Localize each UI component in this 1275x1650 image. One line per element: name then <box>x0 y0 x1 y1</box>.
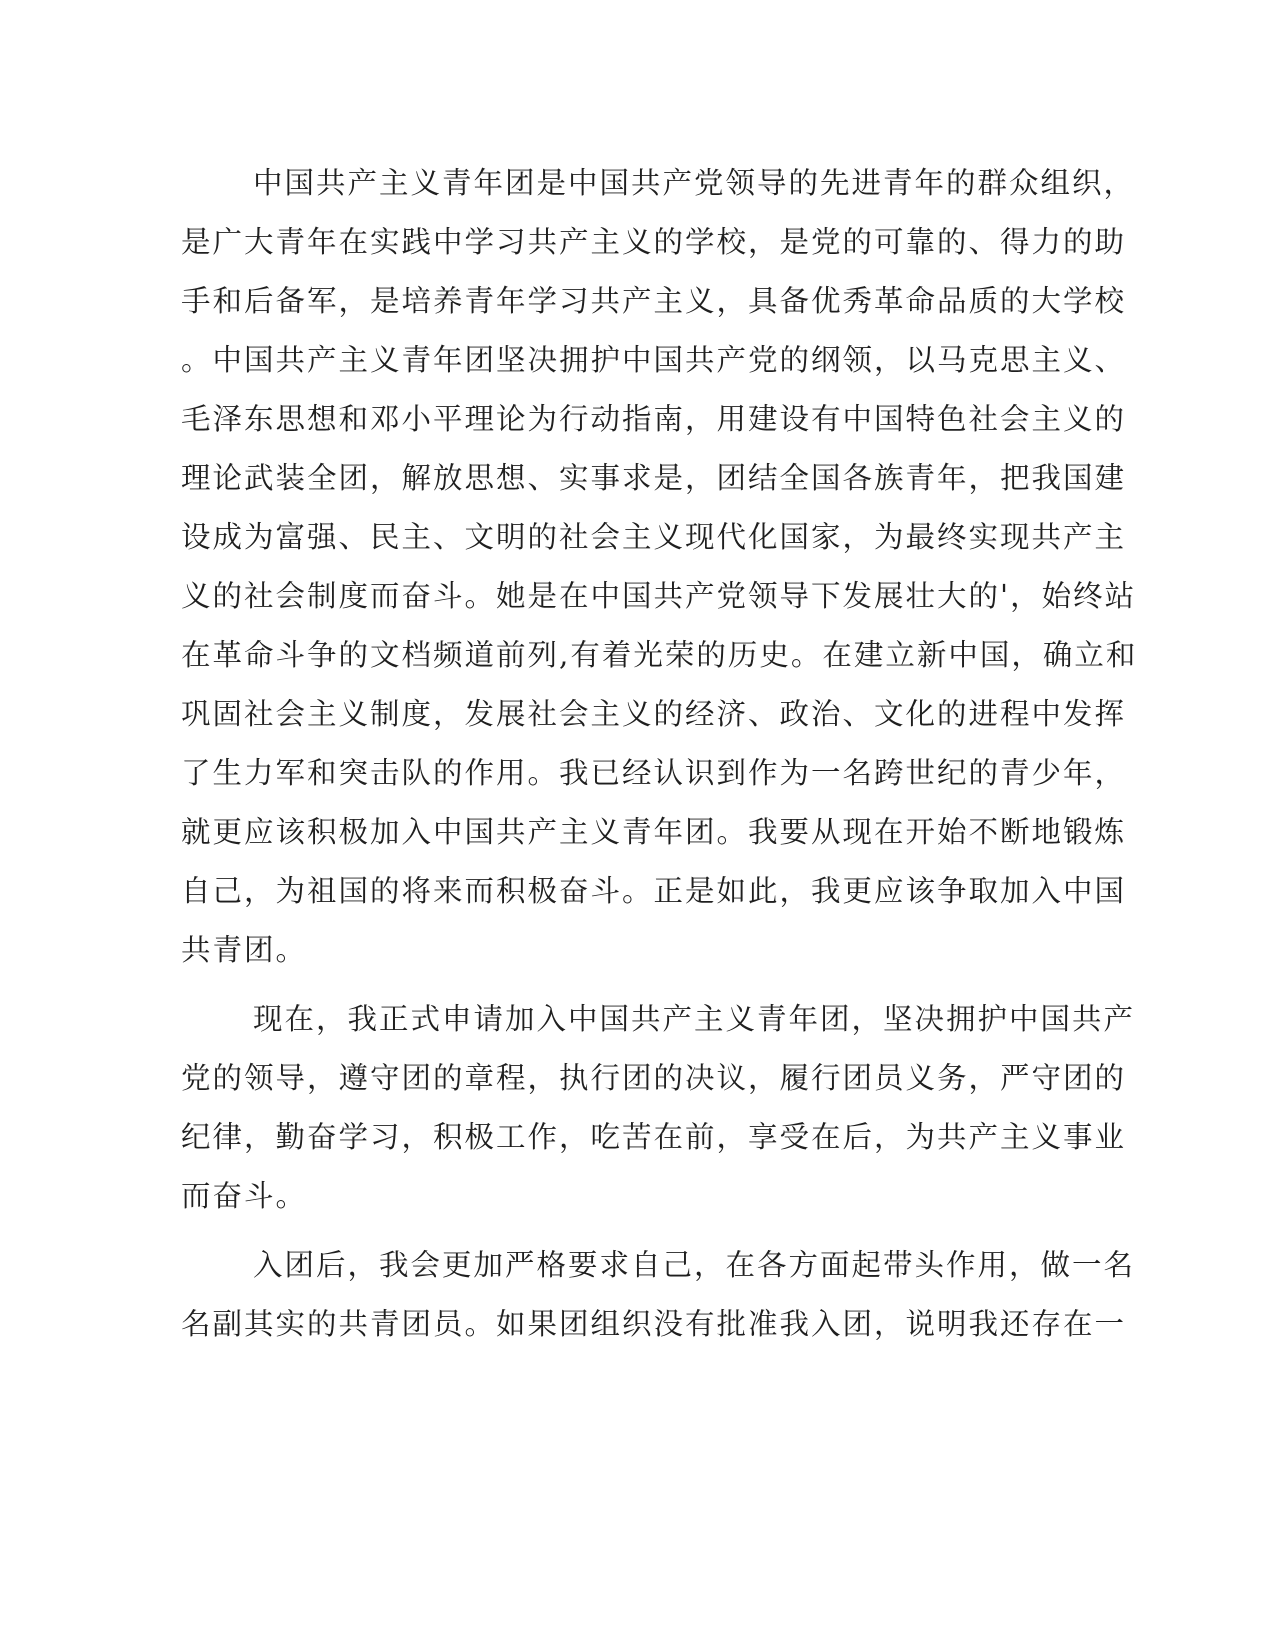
text-line: 设成为富强、民主、文明的社会主义现代化国家，为最终实现共产主 <box>181 520 1127 554</box>
text-line: 是广大青年在实践中学习共产主义的学校，是党的可靠的、得力的助 <box>181 225 1127 259</box>
paragraph-1 <box>181 154 1138 980</box>
text-line: 了生力军和突击队的作用。我已经认识到作为一名跨世纪的青少年， <box>181 756 1127 790</box>
text-line: 纪律，勤奋学习，积极工作，吃苦在前，享受在后，为共产主义事业 <box>181 1120 1127 1154</box>
paragraph-spacer <box>181 1226 1061 1236</box>
text-line: 党的领导，遵守团的章程，执行团的决议，履行团员义务，严守团的 <box>181 1061 1127 1095</box>
text-line: 在革命斗争的文档频道前列,有着光荣的历史。在建立新中国，确立和 <box>181 638 1138 672</box>
text-line: 。中国共产主义青年团坚决拥护中国共产党的纲领，以马克思主义、 <box>181 343 1127 377</box>
paragraph-spacer <box>181 980 1061 990</box>
document-body <box>181 154 1138 1354</box>
text-line: 入团后，我会更加严格要求自己，在各方面起带头作用，做一名 <box>253 1248 1136 1282</box>
text-line: 毛泽东思想和邓小平理论为行动指南，用建设有中国特色社会主义的 <box>181 402 1127 436</box>
paragraph-2 <box>181 990 1136 1226</box>
text-line: 手和后备军，是培养青年学习共产主义，具备优秀革命品质的大学校 <box>181 284 1127 318</box>
paragraph-3 <box>181 1236 1136 1354</box>
text-line: 自己，为祖国的将来而积极奋斗。正是如此，我更应该争取加入中国 <box>181 874 1127 908</box>
text-line: 而奋斗。 <box>181 1179 308 1213</box>
text-line: 中国共产主义青年团是中国共产党领导的先进青年的群众组织， <box>253 166 1136 200</box>
text-line: 名副其实的共青团员。如果团组织没有批准我入团，说明我还存在一 <box>181 1307 1127 1341</box>
text-line: 共青团。 <box>181 933 308 967</box>
text-line: 理论武装全团，解放思想、实事求是，团结全国各族青年，把我国建 <box>181 461 1127 495</box>
text-line: 巩固社会主义制度，发展社会主义的经济、政治、文化的进程中发挥 <box>181 697 1127 731</box>
text-line: 义的社会制度而奋斗。她是在中国共产党领导下发展壮大的'，始终站 <box>181 579 1137 613</box>
text-line: 现在，我正式申请加入中国共产主义青年团，坚决拥护中国共产 <box>253 1002 1136 1036</box>
text-line: 就更应该积极加入中国共产主义青年团。我要从现在开始不断地锻炼 <box>181 815 1127 849</box>
